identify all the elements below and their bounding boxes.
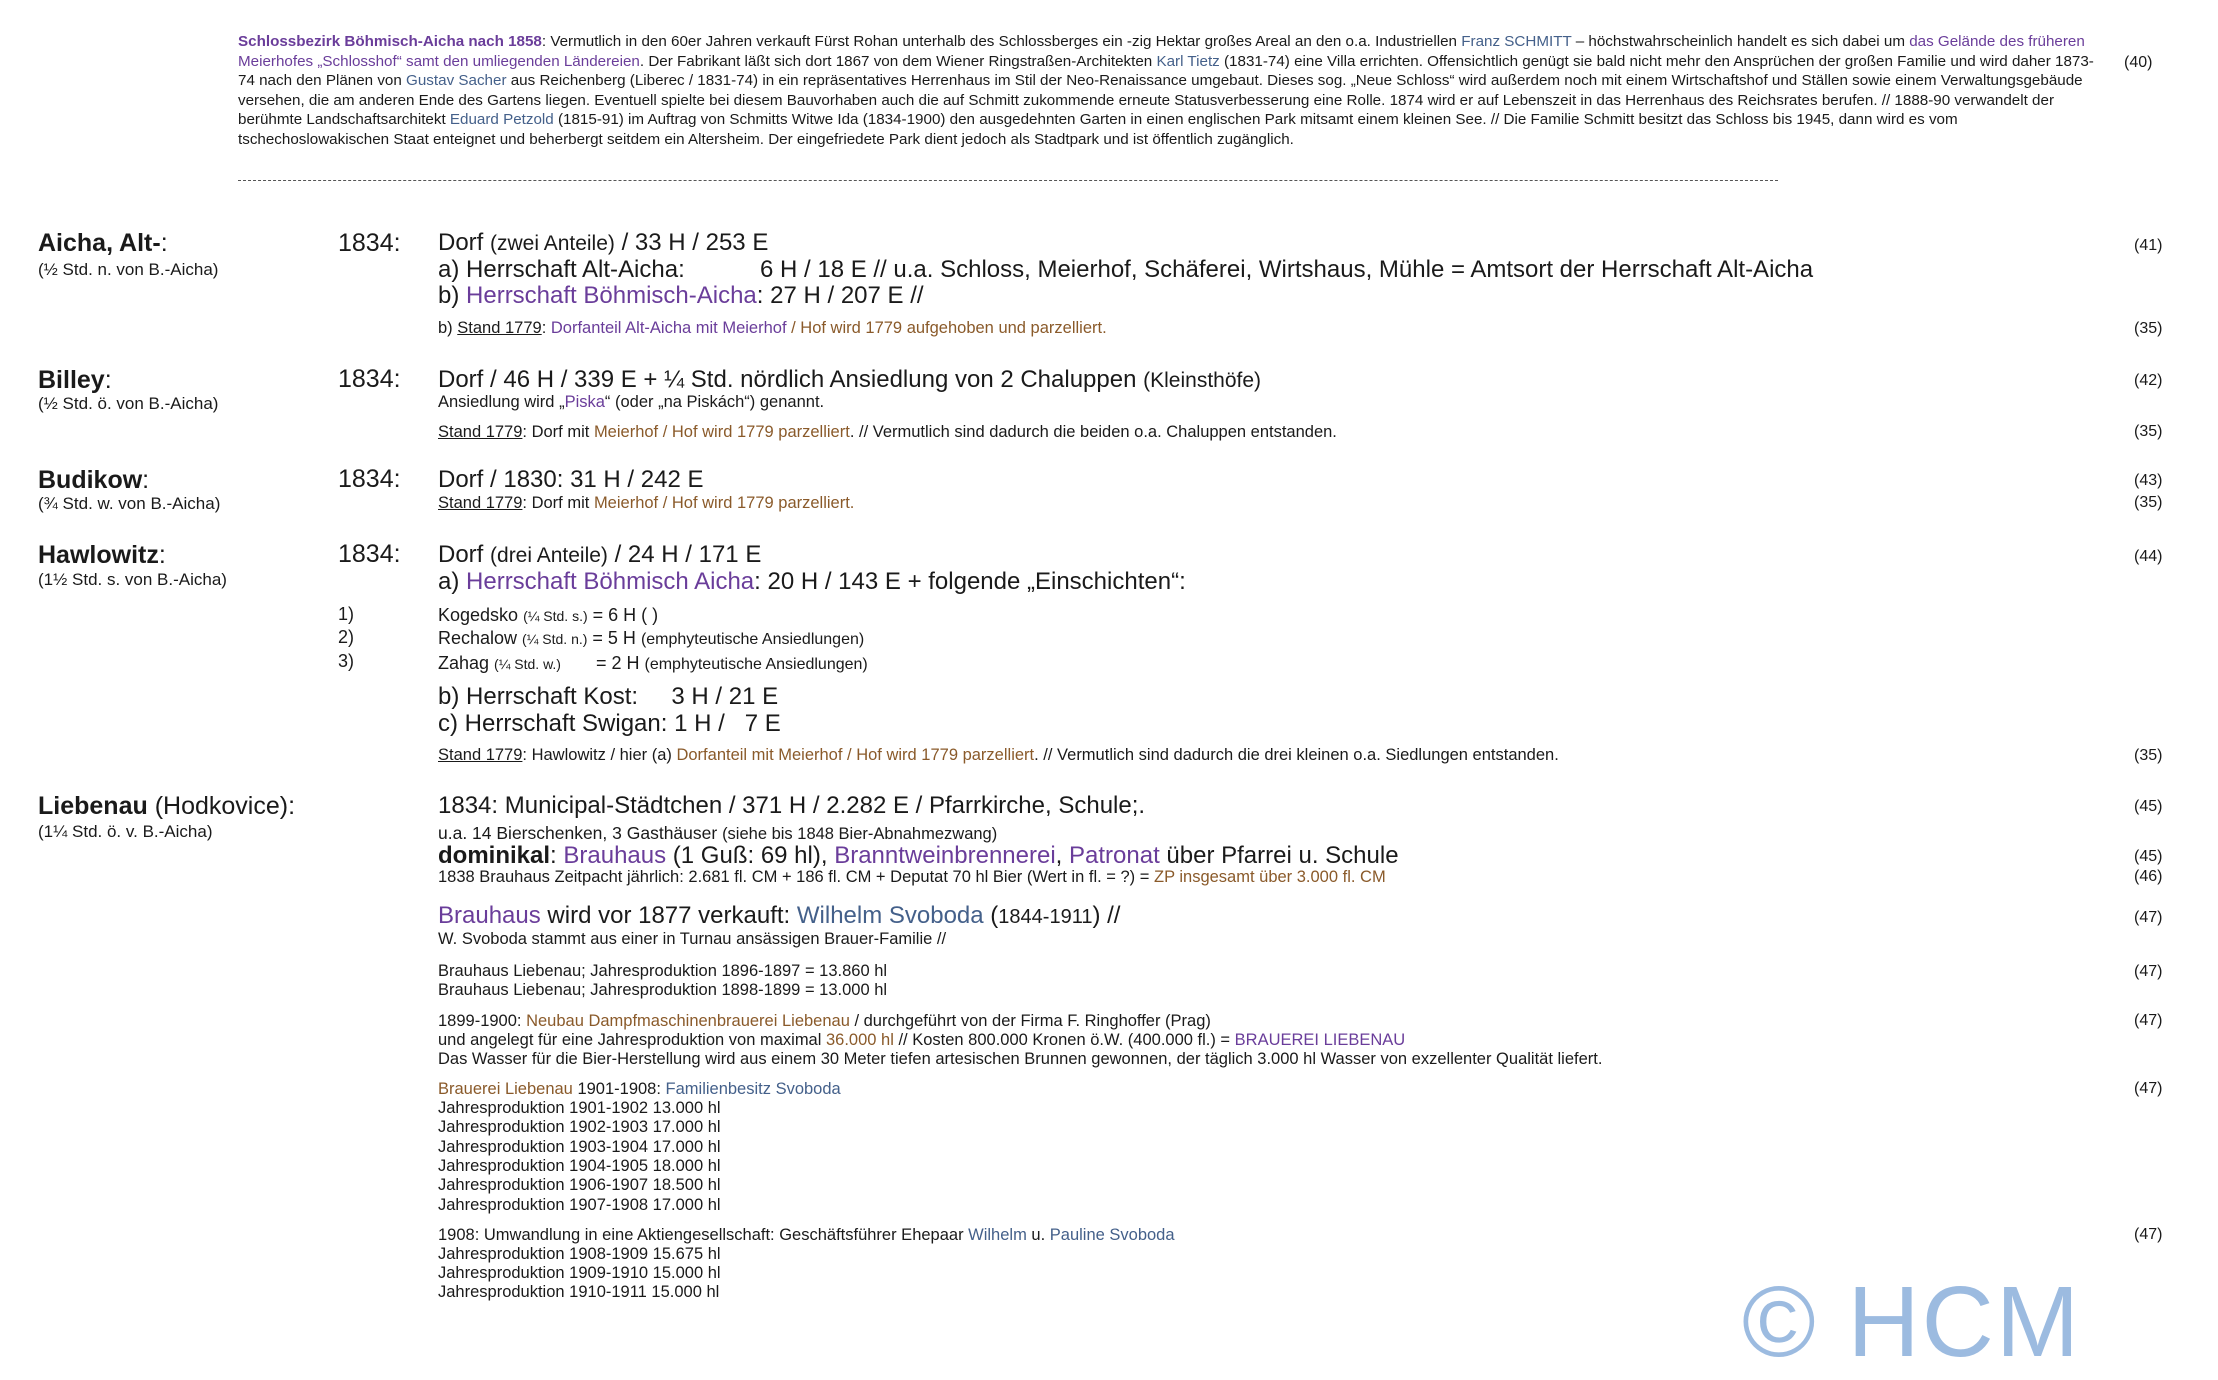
list-item: Zahag (¼ Std. w.) = 2 H (emphyteutische Ansiedlungen) (438, 653, 868, 673)
entry-line: Brauhaus wird vor 1877 verkauft: Wilhelm Svoboda (1844-1911) // (438, 902, 1121, 929)
entry-line: c) Herrschaft Swigan: 1 H / 7 E (438, 710, 781, 737)
ref-number: (35) (2134, 747, 2163, 764)
intro-text: . Der Fabrikant läßt sich dort 1867 von dem Wiener Ringstraßen-Architekten (639, 52, 1157, 70)
separator-line (238, 180, 1778, 181)
production-line: Jahresproduktion 1909-1910 15.000 hl (438, 1264, 721, 1282)
entry-line: a) Herrschaft Alt-Aicha: (438, 256, 685, 283)
ref-number: (40) (2124, 54, 2153, 71)
intro-link-tietz: Karl Tietz (1156, 52, 1220, 70)
intro-link-schmitt: Franz SCHMITT (1461, 33, 1572, 50)
ref-number: (45) (2134, 848, 2163, 865)
intro-text: aus Reichenberg (Liberec / 1831-74) in ein repräsentatives Herrenhaus im Stil der Neo-Renaissance umgebaut. Dieses sog. „Neue Schloss“ wird außerdem noch mit einem Wirtschaftshof und Ställen sowie einem Verwaltungsgebäude versehen, die am anderen Ende des Gartens liegen. Eventuell spielte bei diesem Bauvorhaben auch die auf Schmitt zukommende erneute Statusverbesserung eine Rolle. 1874 wird er auf Lebenszeit in das Herrenhaus des Reichsrates berufen. // 1888-90 verwandelt der berühmte Landschaftsarchitekt (238, 72, 2083, 129)
production-line: Jahresproduktion 1907-1908 17.000 hl (438, 1196, 721, 1214)
distance-note: (½ Std. n. von B.-Aicha) (38, 260, 219, 279)
ref-number: (47) (2134, 1012, 2163, 1029)
production-line: Jahresproduktion 1906-1907 18.500 hl (438, 1176, 721, 1194)
ref-number: (43) (2134, 472, 2163, 489)
entry-line: Ansiedlung wird „Piska“ (oder „na Piskách“) genannt. (438, 393, 825, 411)
entry-line: 1834: Municipal-Städtchen / 371 H / 2.282 E / Pfarrkirche, Schule;. (438, 792, 1146, 819)
place-name-billey: Billey: (38, 366, 112, 394)
list-number: 1) (338, 604, 355, 624)
stand-note: Stand 1779: Hawlowitz / hier (a) Dorfanteil mit Meierhof / Hof wird 1779 parzelliert. // Vermutlich sind dadurch die drei kleinen o.a. Siedlungen entstanden. (438, 746, 1559, 764)
intro-link-sacher: Gustav Sacher (406, 72, 507, 90)
production-line: Jahresproduktion 1902-1903 17.000 hl (438, 1118, 721, 1136)
ref-number: (35) (2134, 320, 2163, 337)
year-label: 1834: (338, 465, 401, 493)
entry-line: Brauerei Liebenau 1901-1908: Familienbesitz Svoboda (438, 1080, 841, 1098)
entry-line: Dorf (zwei Anteile) / 33 H / 253 E (438, 229, 769, 256)
ref-number: (45) (2134, 798, 2163, 815)
distance-note: (½ Std. ö. von B.-Aicha) (38, 394, 219, 413)
list-item: Kogedsko (¼ Std. s.) = 6 H ( ) (438, 605, 659, 625)
production-line: Brauhaus Liebenau; Jahresproduktion 1898-1899 = 13.000 hl (438, 981, 888, 999)
place-name-hawlowitz: Hawlowitz: (38, 541, 166, 569)
ref-number: (44) (2134, 548, 2163, 565)
intro-text: : Vermutlich in den 60er Jahren verkauft Fürst Rohan unterhalb des Schlossberges ein -zig Hektar großes Areal an den o.a. Industriellen (541, 33, 1462, 50)
intro-text: (1815-91) im Auftrag von Schmitts Witwe Ida (1834-1900) den ausgedehnten Garten in einen englischen Park mitsamt einem kleinen See. // Die Familie Schmitt besitzt das Schloss bis 1945, dann wird es vom tschechoslowakischen Staat enteignet und beherbergt seitdem ein Altersheim. Der eingefriedete Park dient jedoch als Stadtpark und ist öffentlich zugänglich. (238, 111, 1958, 148)
entry-line: 1908: Umwandlung in eine Aktiengesellschaft: Geschäftsführer Ehepaar Wilhelm u. Pauline Svoboda (438, 1226, 1175, 1244)
ref-number: (42) (2134, 372, 2163, 389)
list-item: Rechalow (¼ Std. n.) = 5 H (emphyteutische Ansiedlungen) (438, 628, 865, 648)
place-name-liebenau: Liebenau (Hodkovice): (38, 792, 296, 820)
distance-note: (1½ Std. s. von B.-Aicha) (38, 570, 227, 589)
production-line: Jahresproduktion 1903-1904 17.000 hl (438, 1138, 721, 1156)
ref-number: (35) (2134, 494, 2163, 511)
entry-line: Das Wasser für die Bier-Herstellung wird aus einem 30 Meter tiefen artesischen Brunnen gewonnen, der täglich 3.000 hl Wasser von exzellenter Qualität liefert. (438, 1050, 1603, 1068)
list-number: 3) (338, 651, 355, 671)
stand-note: b) Stand 1779: Dorfanteil Alt-Aicha mit Meierhof / Hof wird 1779 aufgehoben und parzelliert. (438, 319, 1107, 337)
production-line: Jahresproduktion 1901-1902 13.000 hl (438, 1099, 721, 1117)
year-label: 1834: (338, 540, 401, 568)
distance-note: (¾ Std. w. von B.-Aicha) (38, 494, 221, 513)
entry-line: Dorf / 46 H / 339 E + ¼ Std. nördlich Ansiedlung von 2 Chaluppen (Kleinsthöfe) (438, 366, 1262, 393)
intro-paragraph (238, 32, 2098, 150)
intro-link-petzold: Eduard Petzold (449, 111, 554, 129)
ref-number: (46) (2134, 868, 2163, 885)
entry-line: dominikal: Brauhaus (1 Guß: 69 hl), Branntweinbrennerei, Patronat über Pfarrei u. Schule (438, 842, 1399, 869)
entry-line: und angelegt für eine Jahresproduktion von maximal 36.000 hl // Kosten 800.000 Kronen ö.W. (400.000 fl.) = BRAUEREI LIEBENAU (438, 1031, 1406, 1049)
stand-note: Stand 1779: Dorf mit Meierhof / Hof wird 1779 parzelliert. (438, 494, 855, 512)
entry-line: Dorf (drei Anteile) / 24 H / 171 E (438, 541, 762, 568)
entry-line: b) Herrschaft Kost: 3 H / 21 E (438, 683, 779, 710)
copyright-watermark: © HCM (1742, 1266, 2082, 1378)
place-name-aicha: Aicha, Alt-: (38, 229, 168, 257)
year-label: 1834: (338, 229, 401, 257)
list-number: 2) (338, 627, 355, 647)
entry-line: 1899-1900: Neubau Dampfmaschinenbrauerei Liebenau / durchgeführt von der Firma F. Ringhoffer (Prag) (438, 1012, 1211, 1030)
production-line: Jahresproduktion 1910-1911 15.000 hl (438, 1283, 720, 1301)
entry-line: a) Herrschaft Böhmisch Aicha: 20 H / 143 E + folgende „Einschichten“: (438, 568, 1186, 595)
entry-line: u.a. 14 Bierschenken, 3 Gasthäuser (siehe bis 1848 Bier-Abnahmezwang) (438, 823, 998, 843)
production-line: Jahresproduktion 1908-1909 15.675 hl (438, 1245, 721, 1263)
ref-number: (35) (2134, 423, 2163, 440)
production-line: Jahresproduktion 1904-1905 18.000 hl (438, 1157, 721, 1175)
place-name-budikow: Budikow: (38, 466, 150, 494)
entry-line: Dorf / 1830: 31 H / 242 E (438, 466, 704, 493)
stand-note: Stand 1779: Dorf mit Meierhof / Hof wird 1779 parzelliert. // Vermutlich sind dadurch die beiden o.a. Chaluppen entstanden. (438, 423, 1337, 441)
ref-number: (47) (2134, 963, 2163, 980)
entry-line: W. Svoboda stammt aus einer in Turnau ansässigen Brauer-Familie // (438, 930, 947, 948)
entry-line: b) Herrschaft Böhmisch-Aicha: 27 H / 207 E // (438, 282, 924, 309)
ref-number: (47) (2134, 1226, 2163, 1243)
ref-number: (47) (2134, 1080, 2163, 1097)
ref-number: (47) (2134, 909, 2163, 926)
production-line: Brauhaus Liebenau; Jahresproduktion 1896-1897 = 13.860 hl (438, 962, 888, 980)
intro-link-gelaende: das Gelände des früheren Meierhofes „Schlosshof“ samt den umliegenden Ländereien (238, 33, 2085, 70)
entry-line: 1838 Brauhaus Zeitpacht jährlich: 2.681 fl. CM + 186 fl. CM + Deputat 70 hl Bier (Wert in fl. = ?) = ZP insgesamt über 3.000 fl. CM (438, 868, 1386, 886)
ref-number: (41) (2134, 237, 2163, 254)
year-label: 1834: (338, 365, 401, 393)
entry-line: 6 H / 18 E // u.a. Schloss, Meierhof, Schäferei, Wirtshaus, Mühle = Amtsort der Herrschaft Alt-Aicha (760, 256, 1814, 283)
intro-title: Schlossbezirk Böhmisch-Aicha nach 1858 (238, 33, 542, 50)
intro-text: – höchstwahrscheinlich handelt es sich dabei um (1571, 33, 1910, 50)
distance-note: (1¼ Std. ö. v. B.-Aicha) (38, 822, 213, 841)
intro-text: (1831-74) eine Villa errichten. Offensichtlich genügt sie bald nicht mehr den Ansprüchen der großen Familie und wird daher 1873-74 nach den Plänen von (238, 52, 2094, 90)
